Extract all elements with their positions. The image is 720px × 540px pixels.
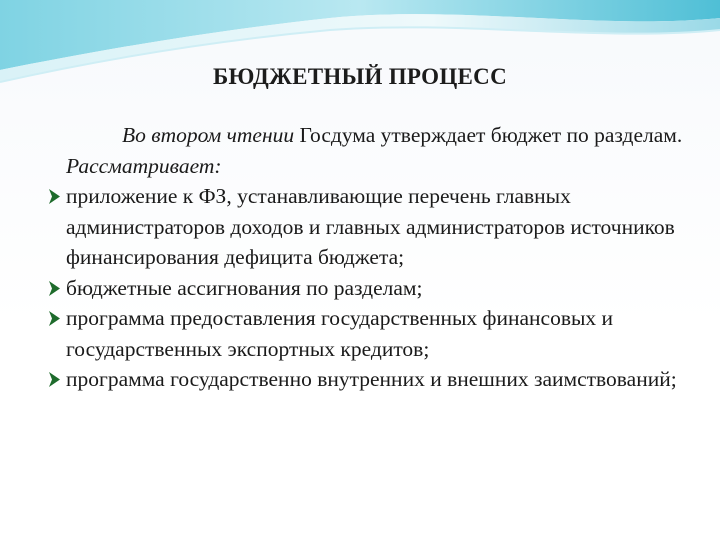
arrowhead-bullet-icon (48, 371, 61, 388)
list-item (46, 273, 686, 304)
point-text: программа государственно внутренних и внешних заимствований; (66, 367, 677, 391)
points-list (46, 181, 686, 395)
arrowhead-bullet-icon (48, 188, 61, 205)
list-item (46, 364, 686, 395)
list-item (46, 181, 686, 273)
intro-italic-lead: Во втором чтении (122, 123, 295, 147)
arrowhead-bullet-icon (48, 310, 61, 327)
point-text: приложение к ФЗ, устанавливающие перечень главных администраторов доходов и главных администраторов источников финансирования дефицита бюджета; (66, 184, 675, 269)
slide-body (46, 120, 686, 395)
arrowhead-bullet-icon (48, 280, 61, 297)
intro-italic-tail: Рассматривает: (66, 153, 222, 178)
intro-paragraph (66, 120, 686, 181)
point-text: бюджетные ассигнования по разделам; (66, 275, 423, 300)
point-text: программа предоставления государственных финансовых и государственных экспортных кредитов; (66, 306, 614, 361)
intro-text: Госдума утверждает бюджет по разделам. (294, 123, 683, 147)
slide-title: БЮДЖЕТНЫЙ ПРОЦЕСС (213, 64, 507, 89)
list-item (46, 303, 686, 364)
